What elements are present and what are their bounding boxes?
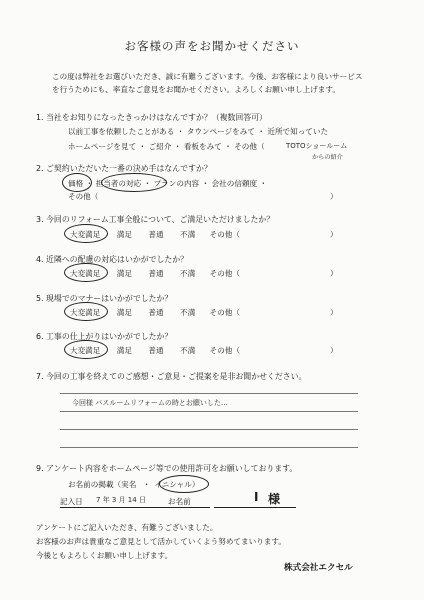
- q4-question: 4. 近隣への配慮の対応はいかがでしたか？: [36, 255, 189, 264]
- q5-other: その他（: [209, 308, 240, 317]
- q3-unsatisfied: 不満: [180, 230, 196, 239]
- q4-other: その他（: [209, 269, 240, 278]
- q9-question: 9. アンケート内容をホームページ等での使用許可をお願いしております。: [36, 464, 298, 473]
- q9-answer-circle-initial: [159, 475, 209, 493]
- q2-other-close: ）: [330, 192, 338, 201]
- q7-answer-line-1: [60, 393, 358, 394]
- q7-handwritten-answer: 今回様 バスルームリフォームの時とお願いした…: [72, 399, 228, 407]
- q1-handwritten-answer: TOTOショールーム: [286, 142, 348, 150]
- q6-very-satisfied: 大変満足: [70, 346, 101, 355]
- q1-handwritten-answer-2: からの紹介: [312, 154, 343, 161]
- q9-name-publish-close: ）: [191, 480, 200, 489]
- q6-question: 6. 工事の仕上がりはいかがでしたか？: [36, 332, 173, 341]
- intro-line-1: この度は弊社をお選びいただき、誠に有難うございます。今後、お客様により良いサービス: [52, 72, 363, 81]
- q5-other-close: ）: [330, 308, 338, 317]
- q7-answer-line-3: [60, 429, 358, 430]
- q1-question: 1. 当社をお知りになったきっかけはなんですか？（複数回答可）: [36, 113, 267, 122]
- closing-line-2: お客様のお声は貴重なご意見として活かしていくよう努めてまいります。: [36, 537, 286, 546]
- q9-name-label: お名前: [168, 497, 191, 506]
- q6-normal: 普通: [148, 346, 164, 355]
- q6-answer-circle: [64, 340, 108, 359]
- q5-satisfied: 満足: [116, 308, 132, 317]
- q6-other: その他（: [209, 346, 240, 355]
- q2-answer-circle-price: [62, 173, 92, 192]
- q2-answer-circle-staff: [101, 173, 167, 192]
- intro-line-2: を行うためにも、率直なご意見をお聞かせください。よろしくお願い申し上げます。: [52, 85, 340, 94]
- q2-options-line-2: その他（: [68, 192, 99, 201]
- q9-honorific: 様: [268, 492, 281, 506]
- company-name: 株式会社エクセル: [284, 563, 353, 573]
- q6-unsatisfied: 不満: [180, 346, 196, 355]
- q9-date-label: 記入日: [60, 497, 83, 506]
- q1-options-line-1: 以前工事を依頼したことがある ・ タウンページをみて ・ 近所で知っていた: [68, 127, 329, 136]
- q9-option-separator: ・: [142, 480, 151, 489]
- q4-very-satisfied: 大変満足: [70, 269, 101, 278]
- q3-other-close: ）: [330, 230, 338, 239]
- q1-options-line-2: ホームページを見て ・ ご紹介 ・ 看板をみて ・ その他（: [68, 142, 265, 151]
- q3-very-satisfied: 大変満足: [70, 230, 101, 239]
- q9-name-underline: [214, 507, 296, 508]
- q9-date-value: 7 年 3 月 14 日: [96, 496, 146, 504]
- q4-other-close: ）: [330, 269, 338, 278]
- q7-answer-line-2: [60, 411, 358, 412]
- q3-normal: 普通: [148, 230, 164, 239]
- q5-normal: 普通: [148, 308, 164, 317]
- closing-line-3: 今後ともよろしくお願い申し上げます。: [36, 551, 173, 560]
- q3-answer-circle: [64, 224, 108, 243]
- q5-question: 5. 現場でのマナーはいかがでしたか？: [36, 294, 173, 303]
- q3-satisfied: 満足: [116, 230, 132, 239]
- q2-question: 2. ご契約いただいた一番の決め手はなんですか？: [36, 164, 212, 173]
- q9-option-initial: イニシャル: [154, 480, 192, 489]
- q3-question: 3. 今回のリフォーム工事全般について、ご満足いただけましたか？: [36, 215, 275, 224]
- q6-other-close: ）: [330, 346, 338, 355]
- q9-name-value: I: [254, 490, 259, 504]
- q4-answer-circle: [64, 263, 108, 282]
- q4-normal: 普通: [148, 269, 164, 278]
- q2-options-line-1: 価格 ・ 担当者の対応 ・ プランの内容 ・ 会社の信頼度 ・: [68, 179, 268, 188]
- q3-other: その他（: [209, 230, 240, 239]
- survey-title: お客様の声をお聞かせください: [124, 39, 300, 53]
- q6-satisfied: 満足: [116, 346, 132, 355]
- q5-answer-circle: [64, 302, 108, 321]
- q7-answer-line-4: [60, 447, 358, 448]
- q9-name-publish-label: お名前の掲載（: [68, 480, 122, 489]
- q5-unsatisfied: 不満: [180, 308, 196, 317]
- q9-option-real-name: 実名: [121, 480, 137, 489]
- closing-line-1: アンケートにご記入いただき、有難うございました。: [36, 523, 218, 532]
- q9-date-underline: [60, 507, 210, 508]
- q4-unsatisfied: 不満: [180, 269, 196, 278]
- q7-question: 7. 今回の工事を終えてのご感想・ご意見・ご提案を是非お聞かせください。: [36, 372, 307, 381]
- q4-satisfied: 満足: [116, 269, 132, 278]
- q5-very-satisfied: 大変満足: [70, 308, 101, 317]
